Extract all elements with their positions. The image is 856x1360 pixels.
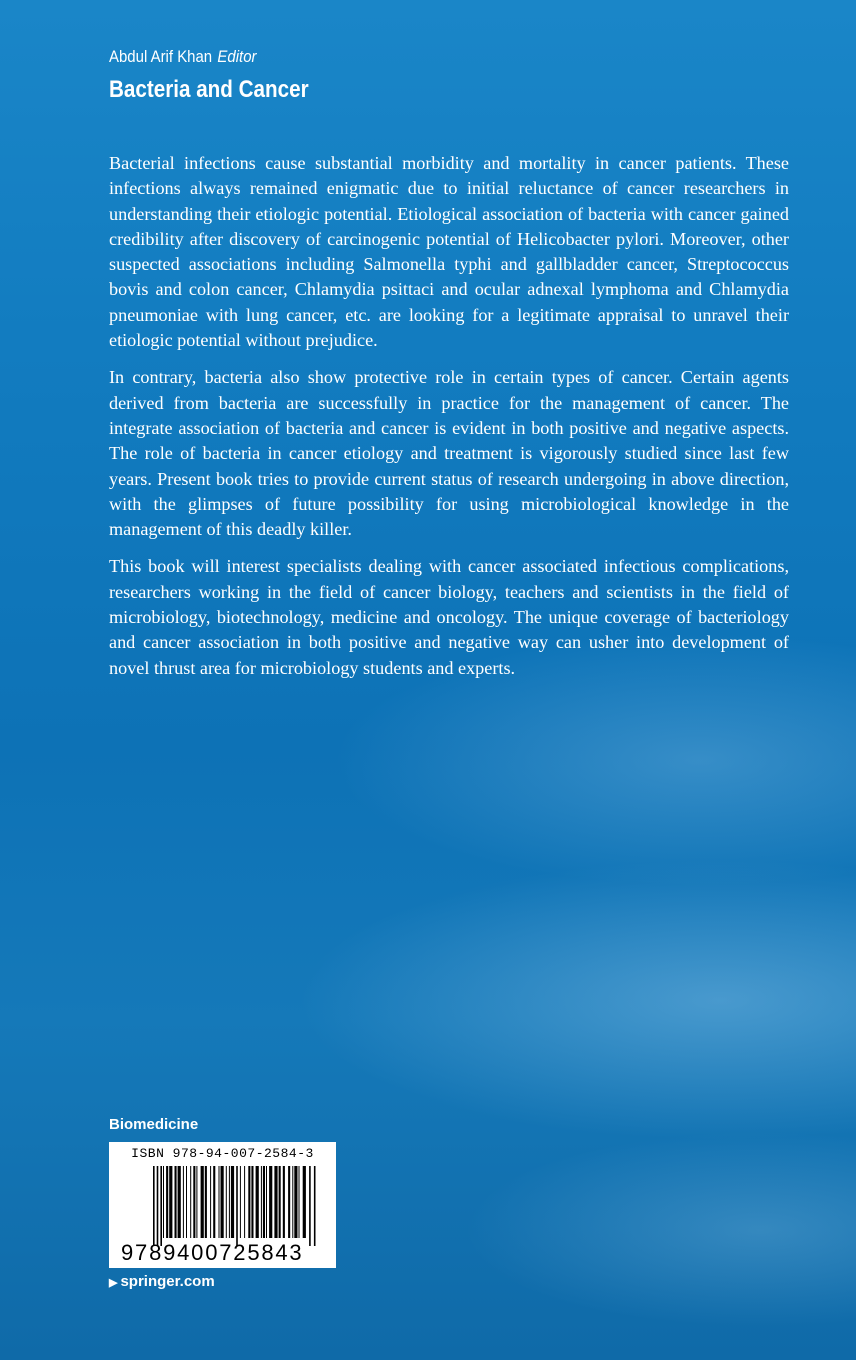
triangle-right-icon: ▶ [109, 1277, 118, 1289]
barcode-bar [175, 1166, 177, 1238]
barcode-bar [160, 1166, 162, 1246]
barcode-bar [251, 1166, 253, 1238]
barcode-bar [261, 1166, 262, 1238]
description-paragraph-1: Bacterial infections cause substantial morbidity and mortality in cancer patients. These infections always remained enigmatic due to initial reluctance of cancer researchers in understanding their etiologic potential. Etiological association of bacteria with cancer gained credibility after discovery of carcinogenic potential of Helicobacter pylori. Moreover, other suspected associations including Salmonella typhi and gallbladder cancer, Streptococcus bovis and colon cancer, Chlamydia psittaci and ocular adnexal lymphoma and Chlamydia pneumoniae with lung cancer, etc. are looking for a legitimate appraisal to unravel their etiologic potential without prejudice. [109, 153, 789, 351]
barcode-bar [178, 1166, 181, 1238]
barcode-bar [205, 1166, 207, 1238]
barcode-bar [294, 1166, 297, 1238]
barcode-bar [219, 1166, 220, 1238]
barcode-bar [183, 1166, 184, 1238]
barcode-bar [231, 1166, 234, 1238]
book-description [109, 151, 789, 693]
barcode-bar [299, 1166, 300, 1238]
editor-name: Abdul Arif Khan [109, 47, 213, 66]
barcode-bar [201, 1166, 204, 1238]
barcode-bar [283, 1166, 285, 1238]
editor-line [109, 47, 257, 67]
subject-category: Biomedicine [109, 1116, 199, 1133]
description-paragraph-3: This book will interest specialists dealing with cancer associated infectious complications, researchers working in the field of cancer biology, teachers and scientists in the field of microbiology, biotechnology, medicine and oncology. The unique coverage of bacteriology and cancer association in both positive and negative way can usher into development of novel thrust area for microbiology students and experts. [109, 556, 789, 678]
publisher-url: springer.com [120, 1273, 215, 1290]
book-title: Bacteria and Cancer [109, 76, 309, 103]
barcode-bar [263, 1166, 265, 1238]
ean-digits: 9789400725843 [121, 1240, 304, 1265]
barcode-bar [288, 1166, 290, 1238]
barcode-bar [153, 1166, 155, 1246]
barcode-bar [157, 1166, 159, 1246]
description-paragraph-2: In contrary, bacteria also show protective role in certain types of cancer. Certain agents derived from bacteria are successfully in practice for the management of cancer. The integrate association of bacteria and cancer is evident in both positive and negative aspects. The role of bacteria in cancer etiology and treatment is vigorously studied since last few years. Present book tries to provide current status of research undergoing in above direction, with the glimpses of future possibility for using microbiological knowledge in the management of this deadly killer. [109, 367, 789, 540]
barcode-bar [269, 1166, 272, 1238]
barcode-bar [169, 1166, 172, 1238]
editor-role: Editor [217, 47, 257, 66]
barcode-bar [186, 1166, 187, 1238]
barcode-bar [292, 1166, 293, 1238]
barcode-bar [226, 1166, 227, 1238]
barcode-bar [166, 1166, 168, 1238]
barcode-bar [309, 1166, 311, 1246]
barcode-bar [229, 1166, 230, 1238]
barcode-bar [210, 1166, 211, 1238]
barcode-bar [221, 1166, 224, 1238]
barcode-bar [248, 1166, 250, 1238]
barcode-bar [190, 1166, 191, 1238]
barcode-bar [279, 1166, 281, 1238]
barcode-bar [193, 1166, 195, 1238]
isbn-barcode [109, 1142, 336, 1268]
barcode-bar [314, 1166, 316, 1246]
barcode-bar [256, 1166, 259, 1238]
barcode-bar [303, 1166, 306, 1238]
barcode-bar [244, 1166, 245, 1238]
barcode-bar [240, 1166, 241, 1238]
barcode-bar [163, 1166, 164, 1238]
barcode-bar [266, 1166, 267, 1238]
publisher-link[interactable] [109, 1273, 215, 1290]
barcode-bar [236, 1166, 238, 1246]
barcode-bar [274, 1166, 277, 1238]
barcode-bar [213, 1166, 215, 1238]
barcode-bar [196, 1166, 197, 1238]
isbn-label: ISBN 978-94-007-2584-3 [131, 1146, 314, 1161]
